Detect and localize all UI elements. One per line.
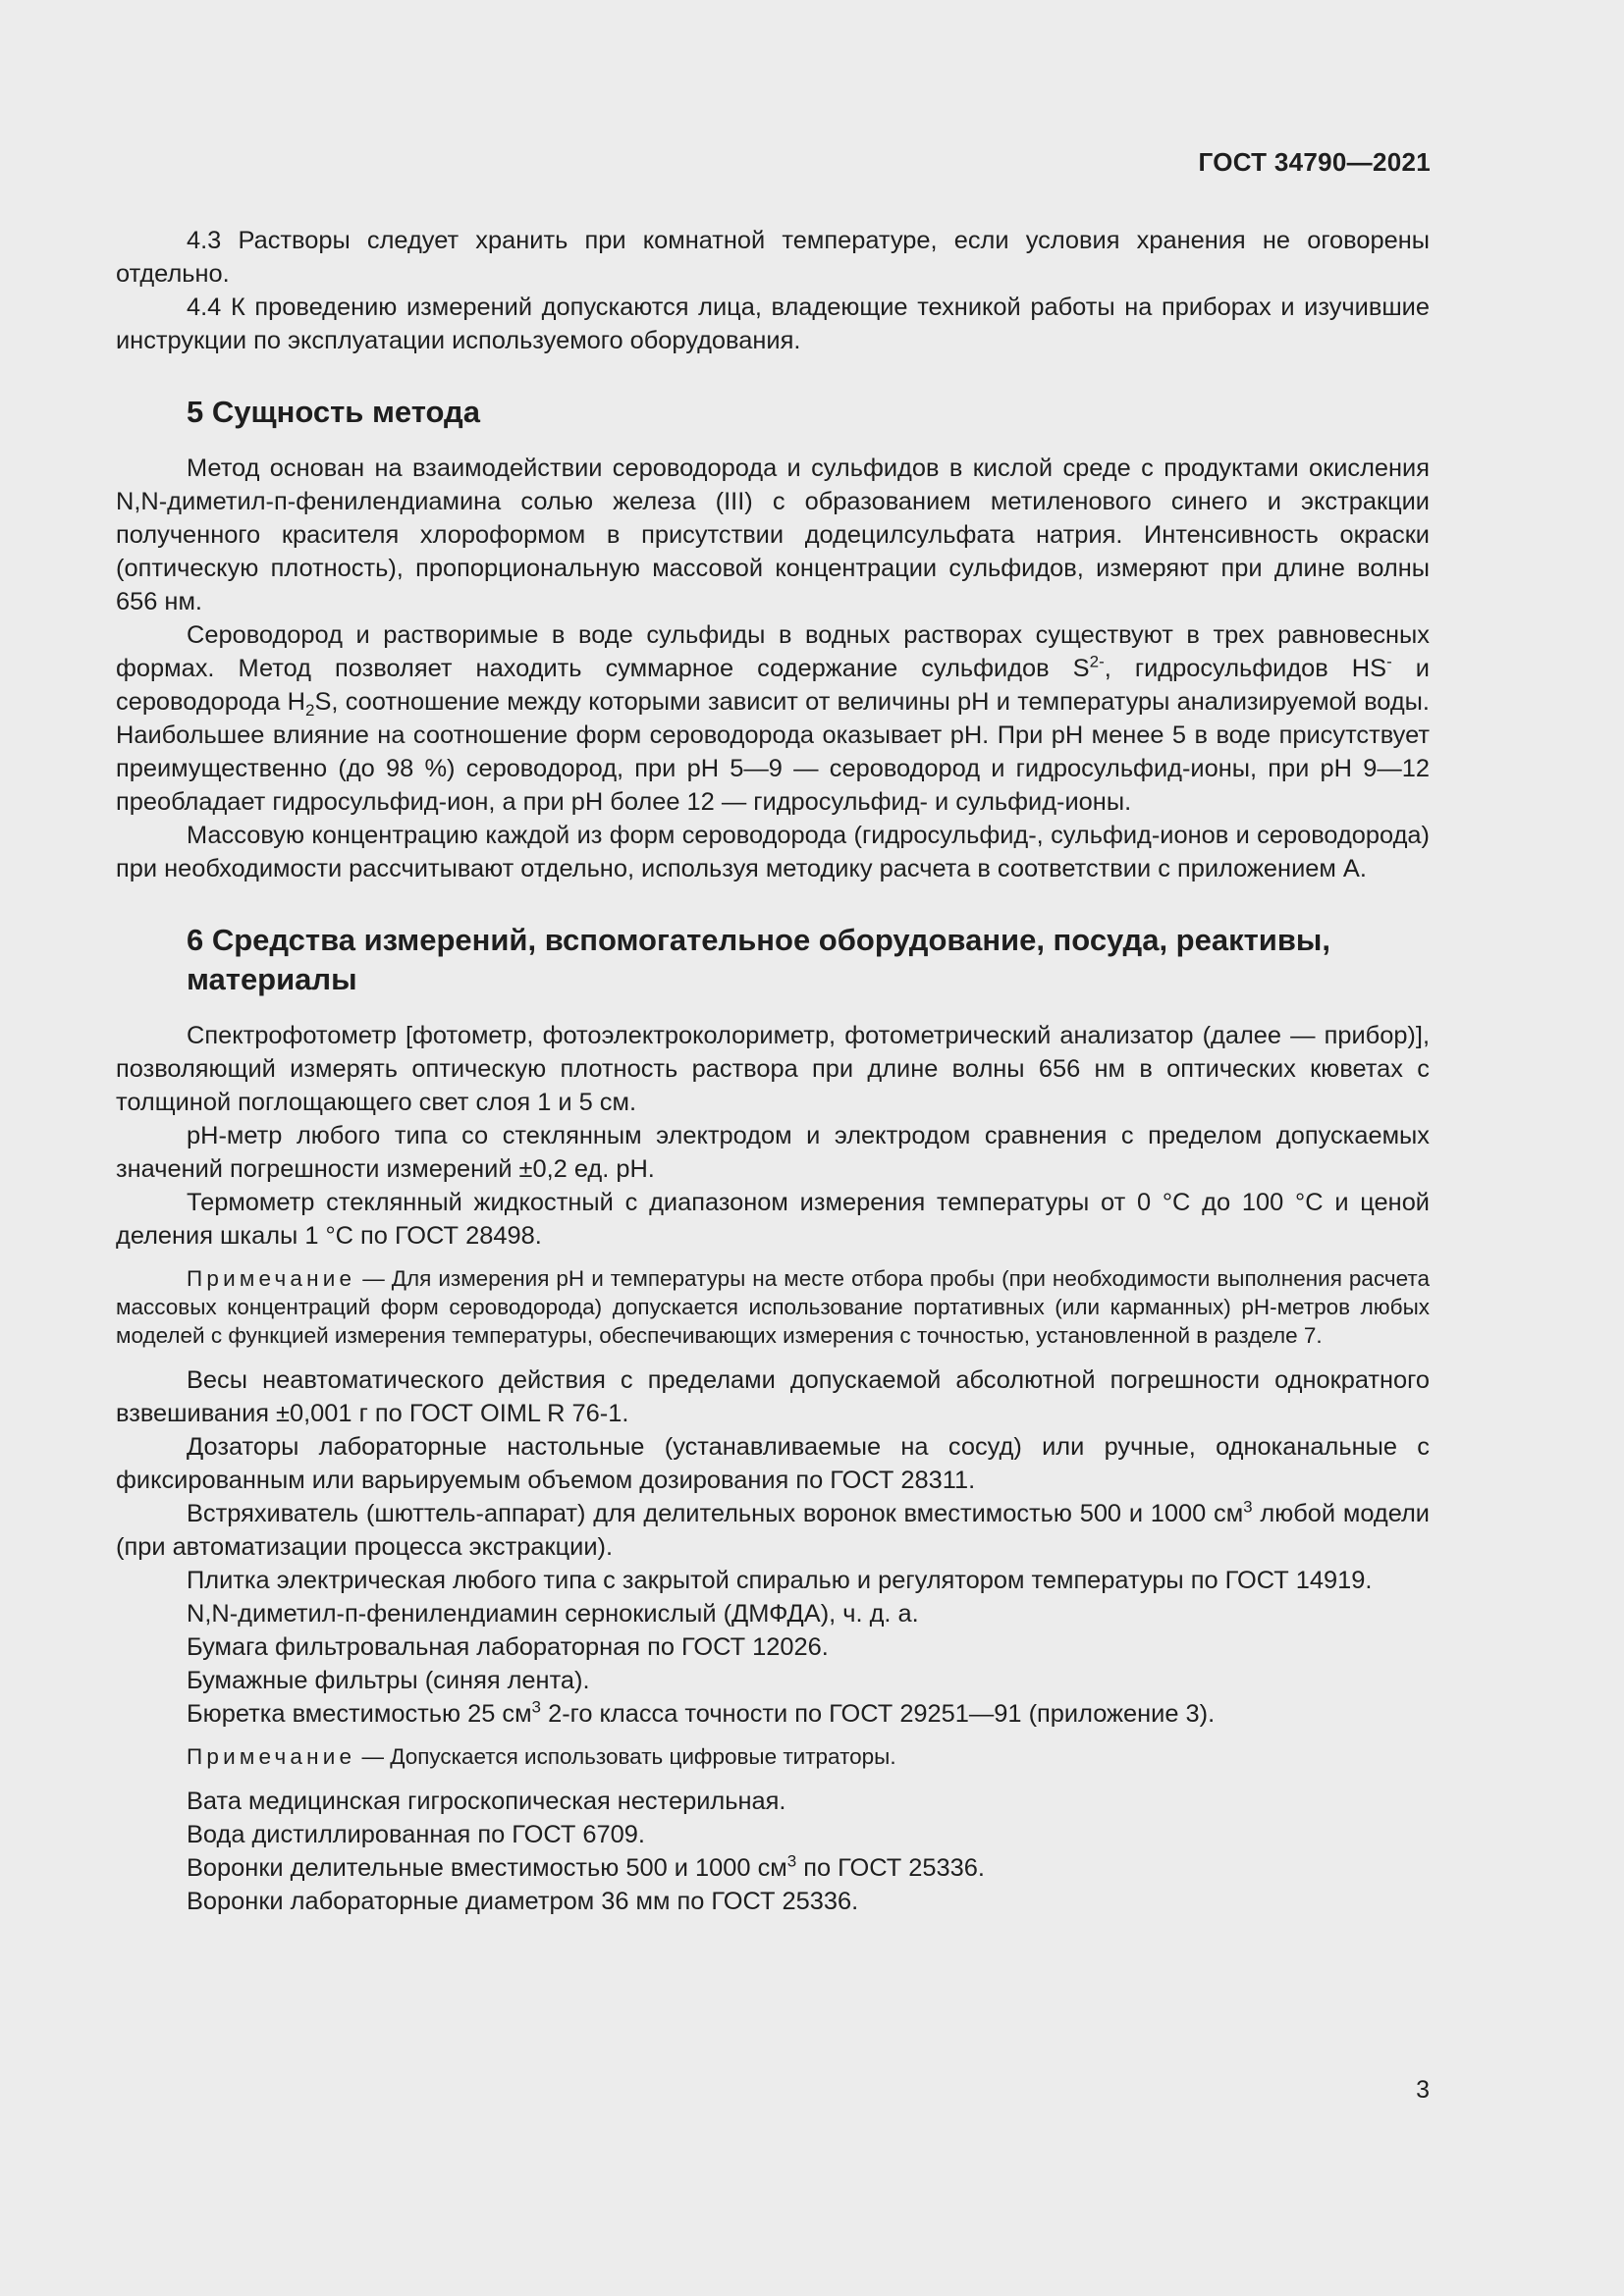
section-6-scales: Весы неавтоматического действия с пределами допускаемой абсолютной погрешности однократного взвешивания ±0,001 г по ГОСТ OIML R 76-1.: [116, 1366, 1430, 1427]
section-6-ph-meter: pH-метр любого типа со стеклянным электродом и электродом сравнения с пределом допускаемых значений погрешности измерений ±0,2 ед. pH.: [116, 1122, 1430, 1183]
list-item: Бумажные фильтры (синяя лента).: [187, 1667, 590, 1694]
list-item: Вата медицинская гигроскопическая нестерильная.: [187, 1788, 786, 1815]
list-item-separatory-funnels: Воронки делительные вместимостью 500 и 1000 $см^3$ по ГОСТ 25336.: [187, 1851, 985, 1882]
paragraph-4-3: 4.3 Растворы следует хранить при комнатной температуре, если условия хранения не оговорены отдельно.: [116, 227, 1430, 288]
page-number: 3: [1416, 2076, 1430, 2104]
paragraph-4-4: 4.4 К проведению измерений допускаются лица, владеющие техникой работы на приборах и изучившие инструкции по эксплуатации используемого оборудования.: [116, 294, 1430, 354]
note-label: Примечание: [187, 1266, 356, 1291]
list-item: Вода дистиллированная по ГОСТ 6709.: [187, 1821, 645, 1848]
list-item: N,N-диметил-п-фенилендиамин сернокислый (ДМФДА), ч. д. а.: [187, 1600, 919, 1628]
list-item: Воронки лабораторные диаметром 36 мм по ГОСТ 25336.: [187, 1888, 859, 1915]
note-ph-temperature: Примечание — Для измерения pH и температуры на месте отбора пробы (при необходимости выполнения расчета массовых концентраций форм сероводорода) допускается использование портативных (или карманных) pH-метров любых моделей с функцией измерения температуры, обеспечивающих измерения с точностью, установленной в разделе 7.: [116, 1266, 1430, 1348]
section-6-shaker: Встряхиватель (шюттель-аппарат) для делительных воронок вместимостью 500 и 1000 $см^3$ любой модели (при автоматизации процесса экстракции).: [116, 1497, 1430, 1561]
note-digital-titrators: Примечание — Допускается использовать цифровые титраторы.: [187, 1744, 896, 1769]
page-content: [116, 224, 1430, 1918]
list-item-burette: Бюретка вместимостью 25 $см^3$ 2-го класса точности по ГОСТ 29251—91 (приложение 3).: [187, 1697, 1216, 1728]
section-6-dispensers: Дозаторы лабораторные настольные (устанавливаемые на сосуд) или ручные, одноканальные с фиксированным или варьируемым объемом дозирования по ГОСТ 28311.: [116, 1433, 1430, 1494]
section-6-hotplate: Плитка электрическая любого типа с закрытой спиралью и регулятором температуры по ГОСТ 14919.: [187, 1567, 1373, 1594]
section-5-paragraph-1: Метод основан на взаимодействии сероводорода и сульфидов в кислой среде с продуктами окисления N,N-диметил-п-фенилендиамина солью железа (III) с образованием метиленового синего и экстракции полученного красителя хлороформом в присутствии додецилсульфата натрия. Интенсивность окраски (оптическую плотность), пропорциональную массовой концентрации сульфидов, измеряют при длине волны 656 нм.: [116, 454, 1430, 615]
section-6-spectrophotometer: Спектрофотометр [фотометр, фотоэлектроколориметр, фотометрический анализатор (далее — прибор)], позволяющий измерять оптическую плотность раствора при длине волны 656 нм в оптических кюветах с толщиной поглощающего свет слоя 1 и 5 см.: [116, 1022, 1430, 1116]
section-6-thermometer: Термометр стеклянный жидкостный с диапазоном измерения температуры от 0 °С до 100 °С и ценой деления шкалы 1 °С по ГОСТ 28498.: [116, 1189, 1430, 1250]
section-5-paragraph-3: Массовую концентрацию каждой из форм сероводорода (гидросульфид-, сульфид-ионов и сероводорода) при необходимости рассчитывают отдельно, используя методику расчета в соответствии с приложением А.: [116, 822, 1430, 882]
section-5-paragraph-2: Сероводород и растворимые в воде сульфиды в водных растворах существуют в трех равновесных формах. Метод позволяет находить суммарное содержание сульфидов $S^{2-}$, гидросульфидов HS- и сероводорода $H_2S$, соотношение между которыми зависит от величины pH и температуры анализируемой воды. Наибольшее влияние на соотношение форм сероводорода оказывает pH. При pH менее 5 в воде присутствует преимущественно (до 98 %) сероводород, при pH 5—9 — сероводород и гидросульфид-ионы, при pH 9—12 преобладает гидросульфид-ион, а при pH более 12 — гидросульфид- и сульфид-ионы.: [116, 621, 1430, 816]
section-6-heading: 6 Средства измерений, вспомогательное оборудование, посуда, реактивы, материалы: [187, 923, 1330, 996]
section-5-heading: 5 Сущность метода: [187, 395, 480, 429]
note-label: Примечание: [187, 1744, 356, 1769]
list-item: Бумага фильтровальная лабораторная по ГОСТ 12026.: [187, 1633, 829, 1661]
document-code-header: ГОСТ 34790—2021: [1198, 147, 1431, 177]
